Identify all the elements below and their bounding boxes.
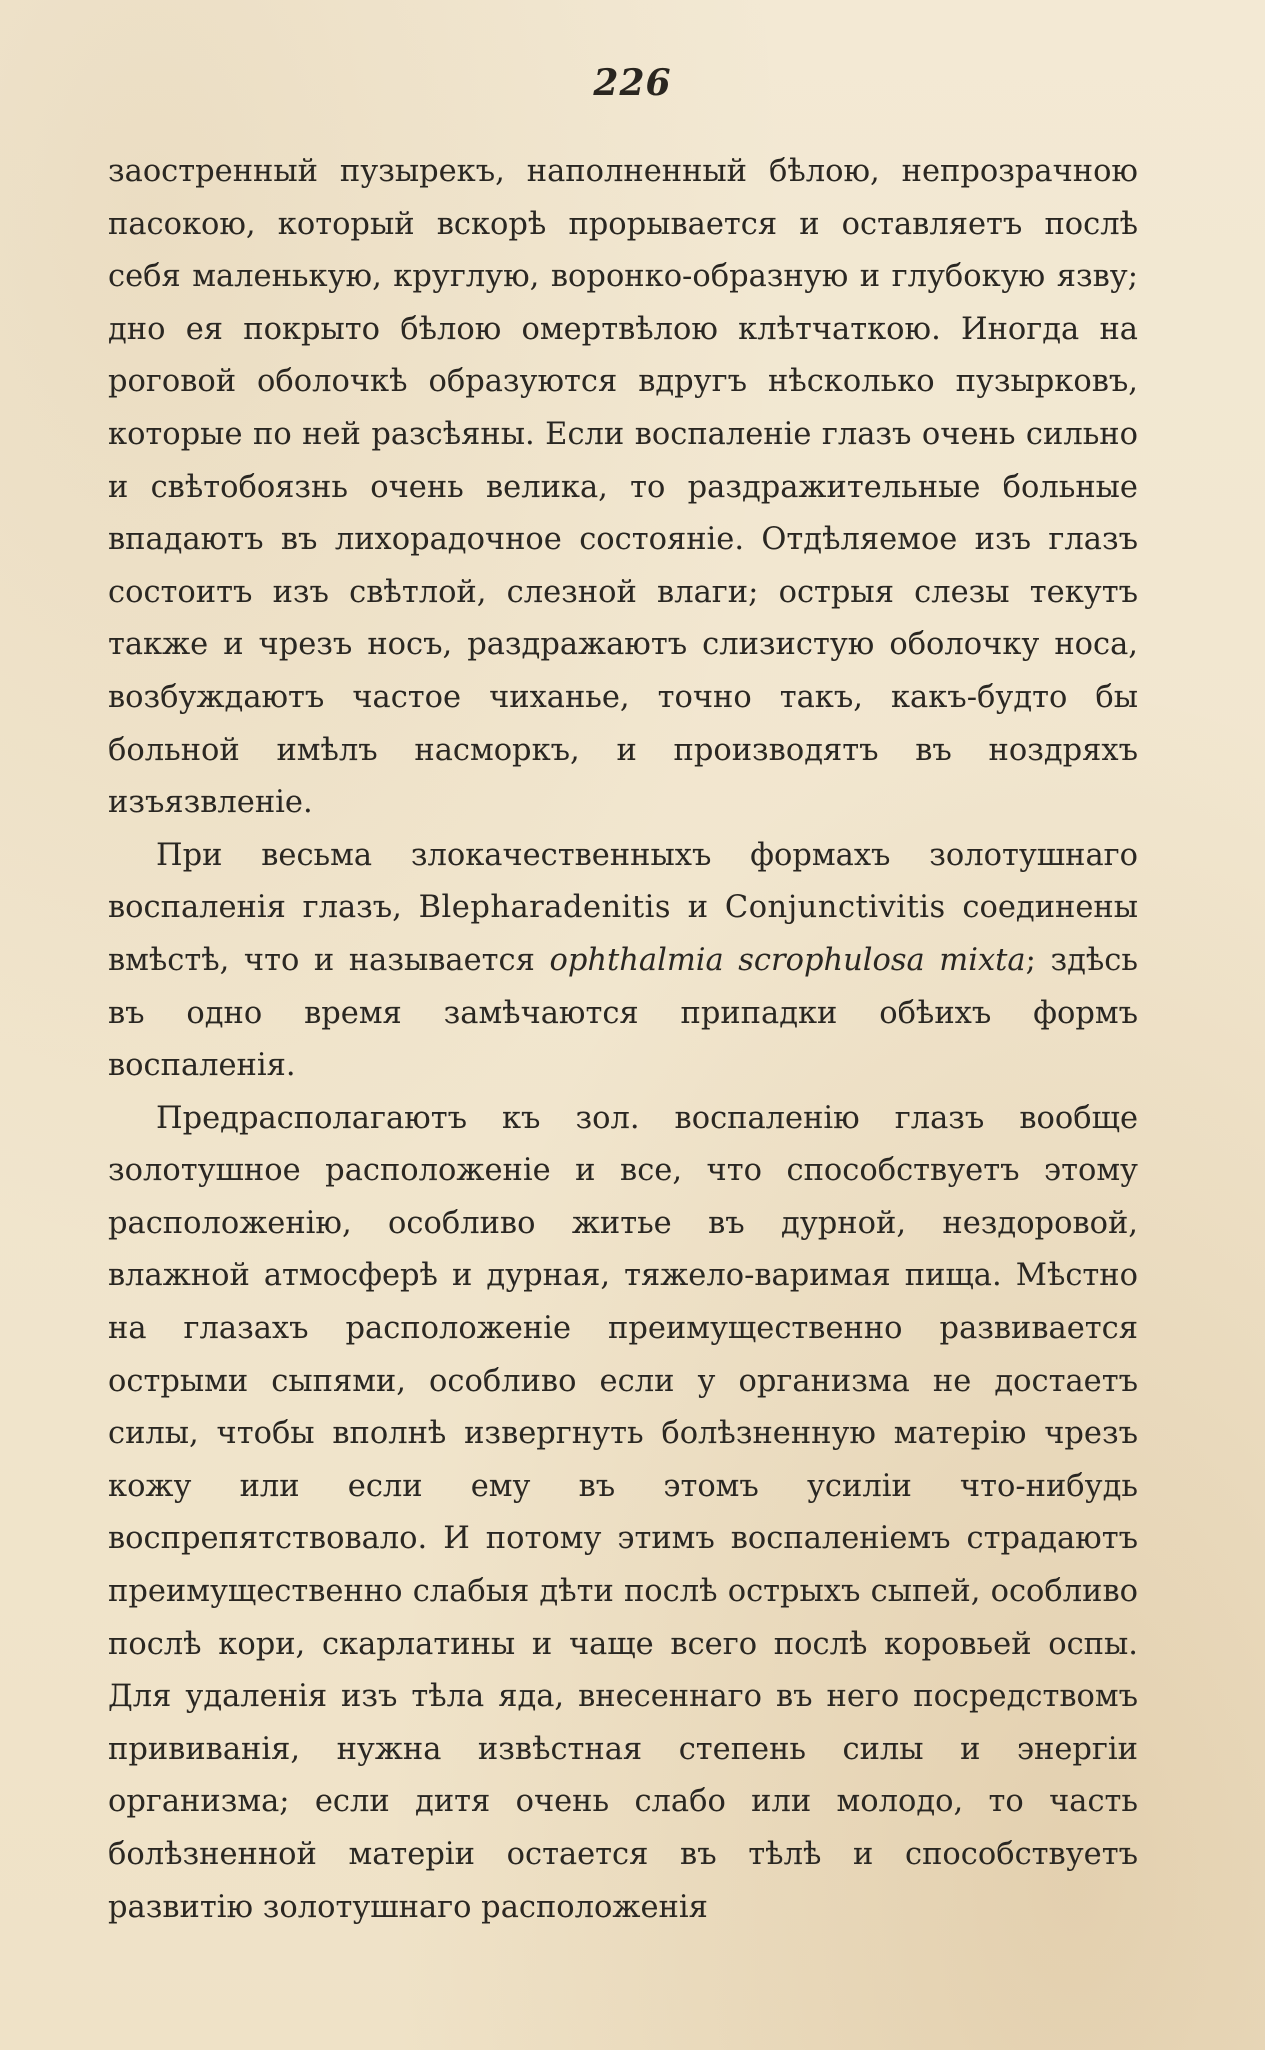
page-number: 226 bbox=[593, 62, 672, 104]
italic-term-ophthalmia: ophthalmia scrophulosa mixta bbox=[549, 942, 1026, 978]
latin-term-conjunctivitis: Conjunctivitis bbox=[724, 890, 946, 926]
paragraph-2-text-a: При весьма злокачественныхъ формахъ золотушнаго воспаленія глазъ, bbox=[108, 837, 1138, 926]
paragraph-3: Предрасполагаютъ къ зол. воспаленію глазъ вообще золотушное расположеніе и все, что способствуетъ этому расположенію, особливо житье въ дурной, нездоровой, влажной атмосферѣ и дурная, тяжело-варимая пища. Мѣстно на глазахъ расположеніе преимущественно развивается острыми сыпями, особливо если у организма не достаетъ силы, чтобы вполнѣ извергнуть болѣзненную матерію чрезъ кожу или если ему въ этомъ усиліи что-нибудь воспрепятствовало. И потому этимъ воспаленіемъ страдаютъ преимущественно слабыя дѣти послѣ острыхъ сыпей, особливо послѣ кори, скарлатины и чаще всего послѣ коровьей оспы. Для удаленія изъ тѣла яда, внесеннаго въ него посредствомъ прививанія, нужна извѣстная степень силы и энергіи организма; если дитя очень слабо или молодо, то часть болѣзненной матеріи остается въ тѣлѣ и способствуетъ развитію золотушнаго расположенія bbox=[108, 1100, 1138, 1925]
paragraph-2-text-d: ; здѣсь въ одно время замѣчаются припадки обѣихъ формъ воспаленія. bbox=[108, 942, 1138, 1084]
paragraph-2 bbox=[108, 830, 1138, 1093]
paragraph-2-text-c: соединены вмѣстѣ, что и называется bbox=[108, 890, 1138, 978]
paragraph-2-text-b: и bbox=[671, 890, 725, 926]
latin-term-blepharadenitis: Blepharadenitis bbox=[418, 890, 672, 926]
body-text bbox=[108, 146, 1138, 1934]
paragraph-1: заостренный пузырекъ, наполненный бѣлою, непрозрачною пасокою, который вскорѣ прорывается и оставляетъ послѣ себя маленькую, круглую, воронко-образную и глубокую язву; дно ея покрыто бѣлою омертвѣлою клѣтчаткою. Иногда на роговой оболочкѣ образуются вдругъ нѣсколько пузырковъ, которые по ней разсѣяны. Если воспаленіе глазъ очень сильно и свѣтобоязнь очень велика, то раздражительные больные впадаютъ въ лихорадочное состояніе. Отдѣляемое изъ глазъ состоитъ изъ свѣтлой, слезной влаги; острыя слезы текутъ также и чрезъ носъ, раздражаютъ слизистую оболочку носа, возбуждаютъ частое чиханье, точно такъ, какъ-будто бы больной имѣлъ насморкъ, и производятъ въ ноздряхъ изъязвленіе. bbox=[108, 154, 1138, 821]
